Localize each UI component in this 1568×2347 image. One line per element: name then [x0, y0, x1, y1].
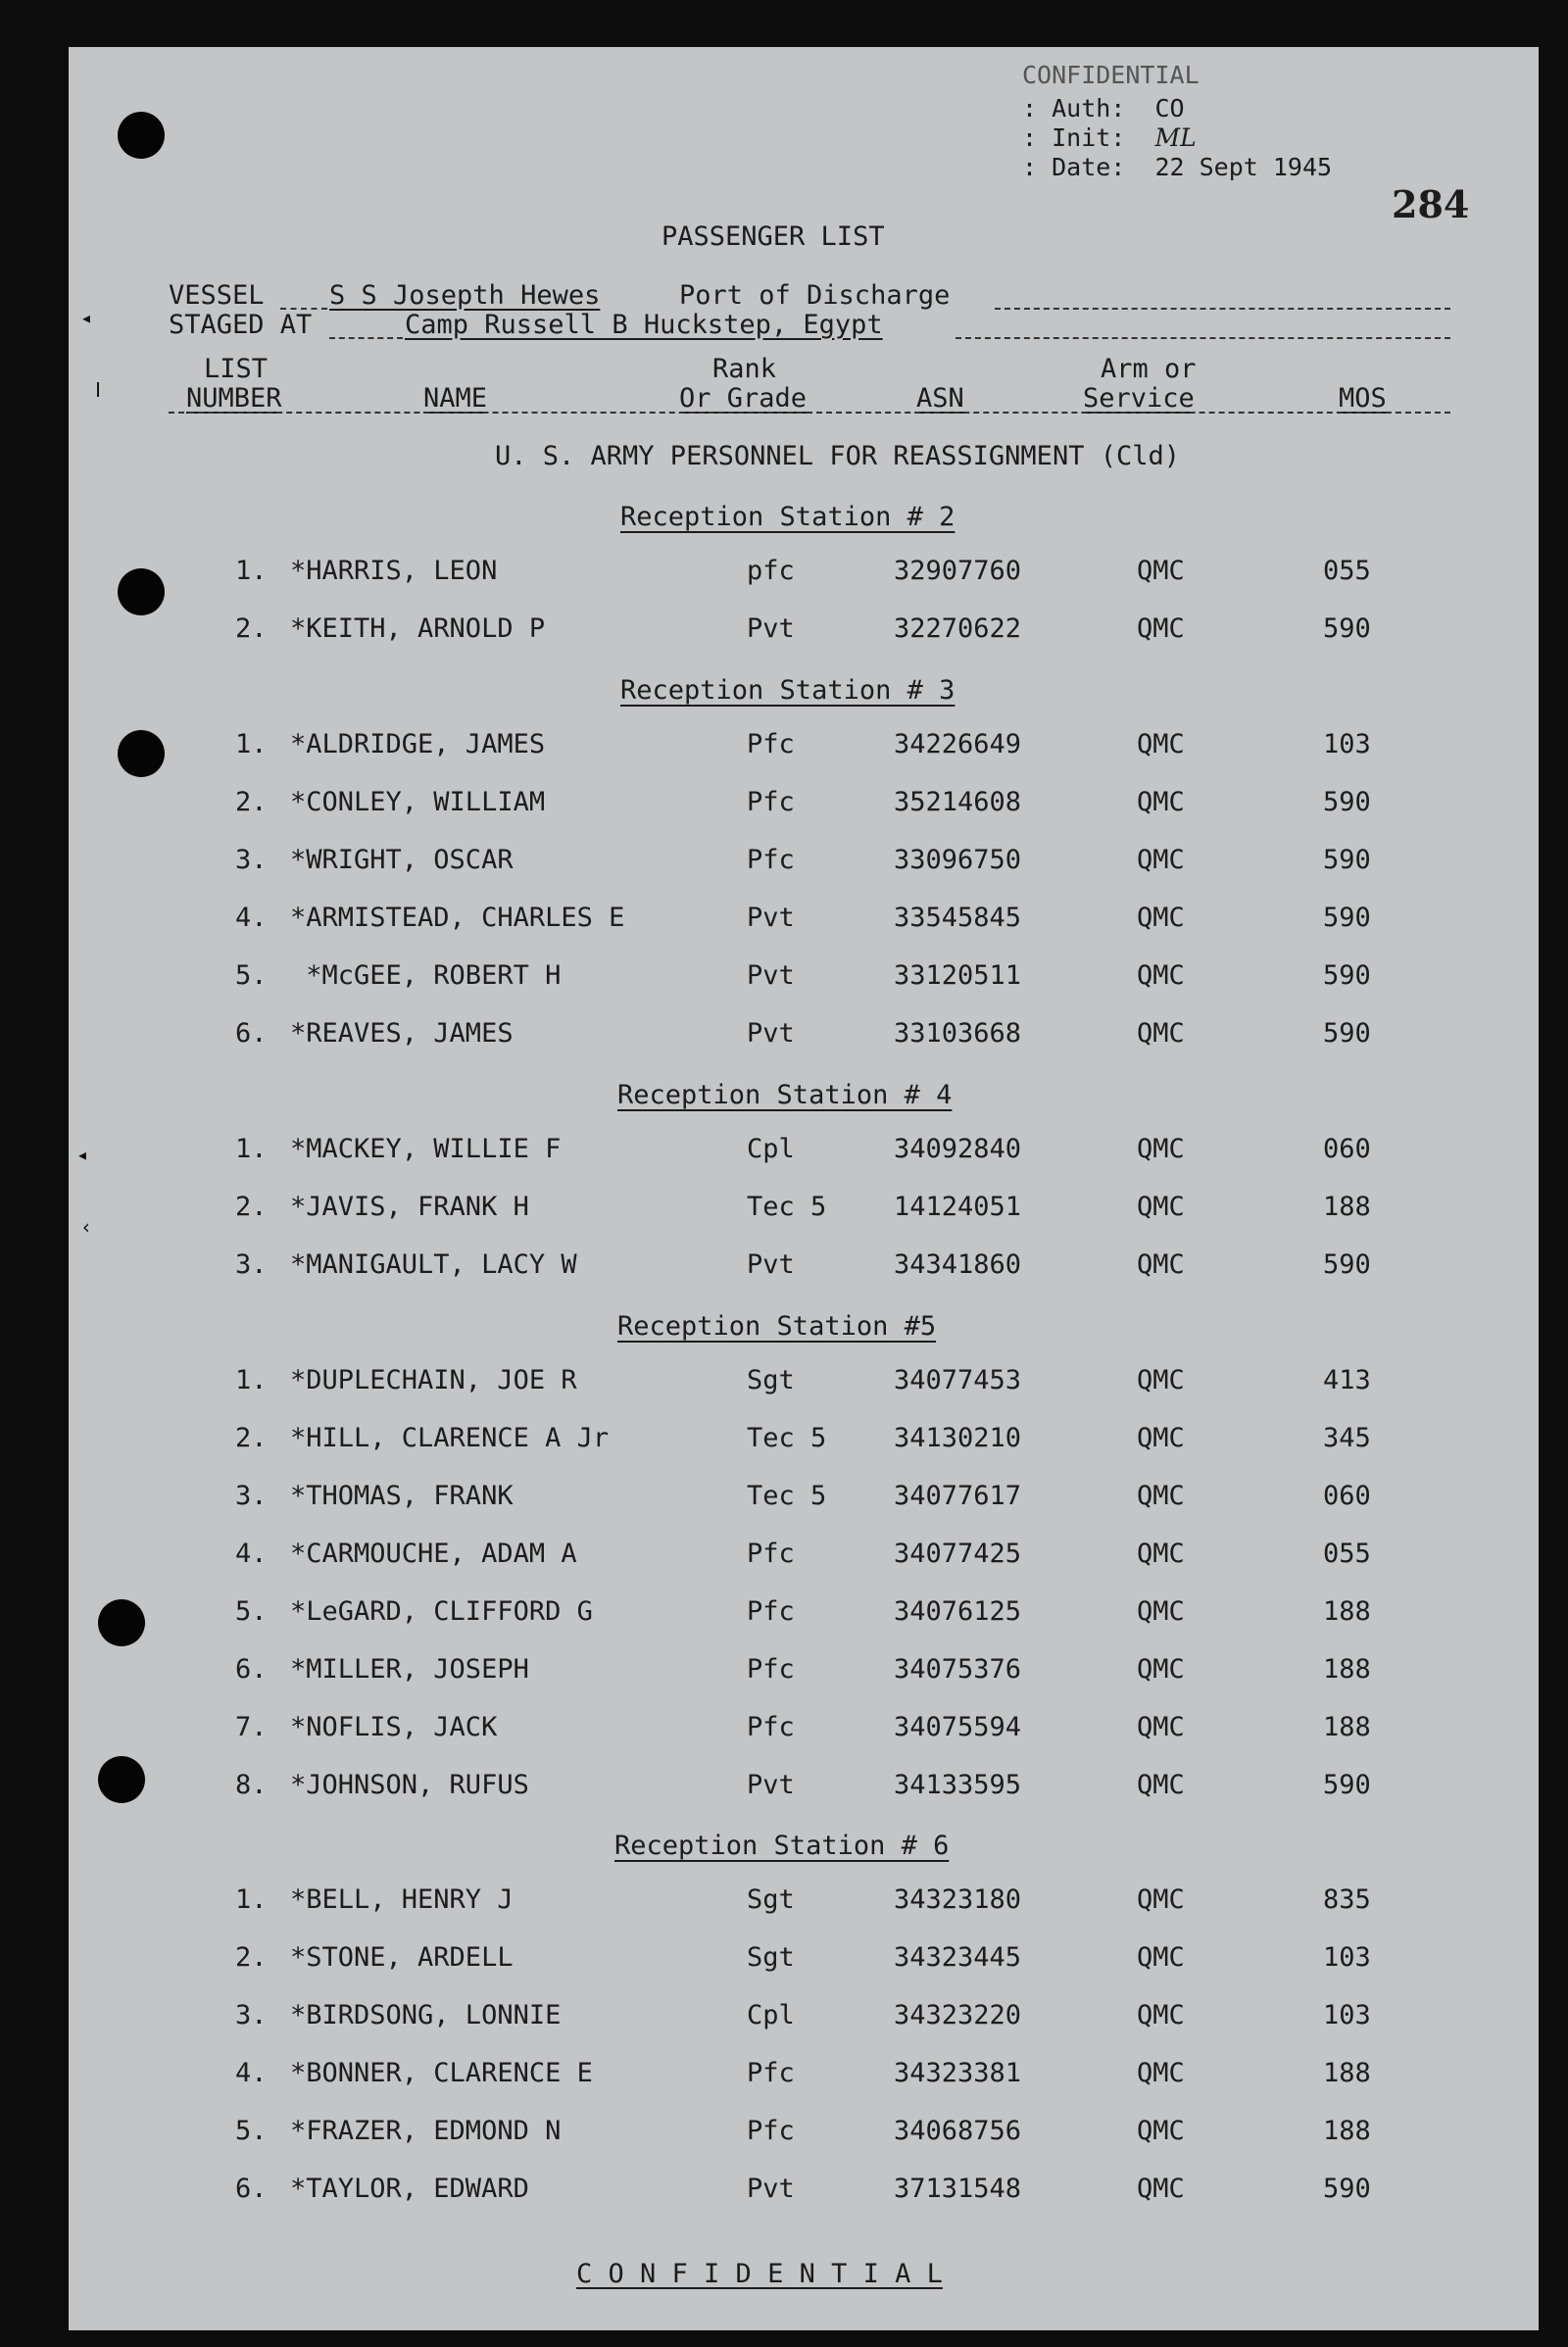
punch-hole: [118, 568, 165, 615]
rank-cell: Sgt: [747, 1365, 795, 1395]
mos-cell: 188: [1323, 1596, 1371, 1627]
name-cell: *THOMAS, FRANK: [290, 1481, 514, 1511]
asn-cell: 34323445: [894, 1942, 1022, 1973]
arm-cell: QMC: [1137, 1018, 1185, 1049]
name-cell: *LeGARD, CLIFFORD G: [290, 1596, 593, 1627]
name-cell: *ARMISTEAD, CHARLES E: [290, 903, 625, 933]
list-number-cell: 4.: [235, 2058, 268, 2088]
vessel-value: S S Josepth Hewes: [329, 280, 601, 311]
mos-cell: 590: [1323, 2174, 1371, 2204]
asn-cell: 34092840: [894, 1134, 1022, 1164]
name-cell: *CARMOUCHE, ADAM A: [290, 1539, 577, 1569]
arm-cell: QMC: [1137, 1596, 1185, 1627]
asn-cell: 34075594: [894, 1712, 1022, 1742]
stamp-auth-label: : Auth:: [1022, 94, 1126, 122]
rank-cell: Pfc: [747, 1654, 795, 1685]
asn-cell: 34077453: [894, 1365, 1022, 1395]
name-cell: *HARRIS, LEON: [290, 556, 498, 586]
list-number-cell: 2.: [235, 787, 268, 817]
name-cell: *STONE, ARDELL: [290, 1942, 514, 1973]
mos-cell: 413: [1323, 1365, 1371, 1395]
asn-cell: 34226649: [894, 729, 1022, 759]
staged-label: STAGED AT: [169, 310, 313, 340]
arm-cell: QMC: [1137, 556, 1185, 586]
asn-cell: 32270622: [894, 613, 1022, 644]
arm-cell: QMC: [1137, 787, 1185, 817]
arm-cell: QMC: [1137, 1942, 1185, 1973]
list-number-cell: 1.: [235, 1365, 268, 1395]
list-number-cell: 3.: [235, 845, 268, 875]
list-number-cell: 6.: [235, 1018, 268, 1049]
stamp-auth-value: CO: [1154, 94, 1185, 122]
list-number-cell: 5.: [235, 960, 268, 991]
margin-mark: ◂: [80, 306, 93, 329]
asn-cell: 33103668: [894, 1018, 1022, 1049]
list-number-cell: 1.: [235, 1884, 268, 1915]
mos-cell: 060: [1323, 1134, 1371, 1164]
rank-cell: Pfc: [747, 2058, 795, 2088]
name-cell: *REAVES, JAMES: [290, 1018, 514, 1049]
col-arm: Arm or: [1101, 354, 1197, 384]
rank-cell: Tec 5: [747, 1423, 827, 1453]
rank-cell: Pfc: [747, 1712, 795, 1742]
arm-cell: QMC: [1137, 845, 1185, 875]
name-cell: *NOFLIS, JACK: [290, 1712, 498, 1742]
asn-cell: 34323220: [894, 2000, 1022, 2030]
col-asn: ASN: [916, 383, 964, 414]
asn-cell: 32907760: [894, 556, 1022, 586]
asn-cell: 34076125: [894, 1596, 1022, 1627]
arm-cell: QMC: [1137, 1654, 1185, 1685]
mos-cell: 188: [1323, 2116, 1371, 2146]
asn-cell: 33120511: [894, 960, 1022, 991]
punch-hole: [118, 730, 165, 777]
mos-cell: 103: [1323, 1942, 1371, 1973]
arm-cell: QMC: [1137, 1770, 1185, 1800]
asn-cell: 34323381: [894, 2058, 1022, 2088]
col-rank: Rank: [712, 354, 777, 384]
station-heading: Reception Station #5: [617, 1311, 937, 1342]
rank-cell: Pvt: [747, 1770, 795, 1800]
staged-blank-line-right: [956, 337, 1450, 339]
rank-cell: Tec 5: [747, 1192, 827, 1222]
arm-cell: QMC: [1137, 2058, 1185, 2088]
arm-cell: QMC: [1137, 2174, 1185, 2204]
asn-cell: 33096750: [894, 845, 1022, 875]
asn-cell: 34323180: [894, 1884, 1022, 1915]
list-number-cell: 6.: [235, 2174, 268, 2204]
rank-cell: Sgt: [747, 1884, 795, 1915]
arm-cell: QMC: [1137, 1134, 1185, 1164]
name-cell: *FRAZER, EDMOND N: [290, 2116, 562, 2146]
asn-cell: 37131548: [894, 2174, 1022, 2204]
asn-cell: 34068756: [894, 2116, 1022, 2146]
staged-value: Camp Russell B Huckstep, Egypt: [405, 310, 883, 340]
col-name: NAME: [423, 383, 488, 414]
list-number-cell: 2.: [235, 1423, 268, 1453]
list-number-cell: 3.: [235, 1249, 268, 1280]
asn-cell: 34075376: [894, 1654, 1022, 1685]
arm-cell: QMC: [1137, 1249, 1185, 1280]
arm-cell: QMC: [1137, 1884, 1185, 1915]
station-heading: Reception Station # 4: [617, 1080, 953, 1110]
margin-mark: ◂: [76, 1143, 89, 1166]
rank-cell: Cpl: [747, 1134, 795, 1164]
rank-cell: Cpl: [747, 2000, 795, 2030]
name-cell: *JAVIS, FRANK H: [290, 1192, 529, 1222]
col-rank-2: Or Grade: [679, 383, 808, 414]
name-cell: *DUPLECHAIN, JOE R: [290, 1365, 577, 1395]
list-number-cell: 8.: [235, 1770, 268, 1800]
rank-cell: Pfc: [747, 2116, 795, 2146]
asn-cell: 34341860: [894, 1249, 1022, 1280]
asn-cell: 34133595: [894, 1770, 1022, 1800]
list-number-cell: 3.: [235, 2000, 268, 2030]
stamp-heading: CONFIDENTIAL: [1022, 61, 1200, 89]
staged-blank-line-left: [329, 337, 403, 339]
margin-mark: ǀ: [92, 378, 105, 402]
list-number-cell: 1.: [235, 729, 268, 759]
asn-cell: 34077425: [894, 1539, 1022, 1569]
rank-cell: Pvt: [747, 1249, 795, 1280]
rank-cell: Pfc: [747, 787, 795, 817]
list-number-cell: 4.: [235, 1539, 268, 1569]
rank-cell: Pfc: [747, 1596, 795, 1627]
rank-cell: Pvt: [747, 960, 795, 991]
col-list-number-2: NUMBER: [186, 383, 282, 414]
station-heading: Reception Station # 3: [620, 675, 956, 706]
mos-cell: 055: [1323, 1539, 1371, 1569]
name-cell: *McGEE, ROBERT H: [290, 960, 562, 991]
list-number-cell: 2.: [235, 1192, 268, 1222]
punch-hole: [118, 112, 165, 159]
mos-cell: 590: [1323, 613, 1371, 644]
mos-cell: 055: [1323, 556, 1371, 586]
name-cell: *BIRDSONG, LONNIE: [290, 2000, 562, 2030]
vessel-label: VESSEL: [169, 280, 265, 311]
rank-cell: Pfc: [747, 729, 795, 759]
footer-classification: C O N F I D E N T I A L: [576, 2259, 943, 2289]
name-cell: *CONLEY, WILLIAM: [290, 787, 546, 817]
punch-hole: [98, 1599, 145, 1646]
rank-cell: Pvt: [747, 1018, 795, 1049]
asn-cell: 34077617: [894, 1481, 1022, 1511]
header-rule: [169, 412, 1450, 414]
mos-cell: 188: [1323, 1712, 1371, 1742]
list-number-cell: 2.: [235, 613, 268, 644]
margin-mark: ‹: [80, 1215, 93, 1239]
col-arm-2: Service: [1083, 383, 1195, 414]
punch-hole: [98, 1756, 145, 1803]
list-number-cell: 3.: [235, 1481, 268, 1511]
arm-cell: QMC: [1137, 1423, 1185, 1453]
mos-cell: 590: [1323, 845, 1371, 875]
mos-cell: 188: [1323, 1192, 1371, 1222]
list-number-cell: 5.: [235, 1596, 268, 1627]
stamp-init-value: ML: [1154, 123, 1197, 152]
port-label: Port of Discharge: [679, 280, 951, 311]
name-cell: *WRIGHT, OSCAR: [290, 845, 514, 875]
arm-cell: QMC: [1137, 2116, 1185, 2146]
stamp-date-value: 22 Sept 1945: [1154, 153, 1333, 181]
arm-cell: QMC: [1137, 613, 1185, 644]
mos-cell: 590: [1323, 787, 1371, 817]
mos-cell: 060: [1323, 1481, 1371, 1511]
stamp-init-label: : Init:: [1022, 123, 1126, 152]
name-cell: *MANIGAULT, LACY W: [290, 1249, 577, 1280]
name-cell: *BONNER, CLARENCE E: [290, 2058, 593, 2088]
list-number-cell: 5.: [235, 2116, 268, 2146]
name-cell: *HILL, CLARENCE A Jr: [290, 1423, 610, 1453]
asn-cell: 14124051: [894, 1192, 1022, 1222]
page-number: 284: [1392, 182, 1470, 226]
rank-cell: Tec 5: [747, 1481, 827, 1511]
list-number-cell: 6.: [235, 1654, 268, 1685]
mos-cell: 188: [1323, 1654, 1371, 1685]
mos-cell: 103: [1323, 2000, 1371, 2030]
asn-cell: 35214608: [894, 787, 1022, 817]
name-cell: *TAYLOR, EDWARD: [290, 2174, 529, 2204]
mos-cell: 590: [1323, 903, 1371, 933]
arm-cell: QMC: [1137, 1481, 1185, 1511]
list-number-cell: 1.: [235, 1134, 268, 1164]
rank-cell: Pfc: [747, 845, 795, 875]
list-number-cell: 2.: [235, 1942, 268, 1973]
arm-cell: QMC: [1137, 960, 1185, 991]
name-cell: *JOHNSON, RUFUS: [290, 1770, 529, 1800]
mos-cell: 590: [1323, 1770, 1371, 1800]
section-subtitle: U. S. ARMY PERSONNEL FOR REASSIGNMENT (Cld): [495, 441, 1180, 471]
mos-cell: 835: [1323, 1884, 1371, 1915]
rank-cell: pfc: [747, 556, 795, 586]
arm-cell: QMC: [1137, 1192, 1185, 1222]
arm-cell: QMC: [1137, 729, 1185, 759]
rank-cell: Pfc: [747, 1539, 795, 1569]
list-number-cell: 7.: [235, 1712, 268, 1742]
rank-cell: Pvt: [747, 903, 795, 933]
list-number-cell: 4.: [235, 903, 268, 933]
arm-cell: QMC: [1137, 1365, 1185, 1395]
col-mos: MOS: [1339, 383, 1387, 414]
stamp-date-label: : Date:: [1022, 153, 1126, 181]
name-cell: *BELL, HENRY J: [290, 1884, 514, 1915]
name-cell: *ALDRIDGE, JAMES: [290, 729, 546, 759]
mos-cell: 345: [1323, 1423, 1371, 1453]
mos-cell: 590: [1323, 1249, 1371, 1280]
rank-cell: Pvt: [747, 613, 795, 644]
list-number-cell: 1.: [235, 556, 268, 586]
mos-cell: 590: [1323, 960, 1371, 991]
name-cell: *MACKEY, WILLIE F: [290, 1134, 562, 1164]
mos-cell: 103: [1323, 729, 1371, 759]
port-blank-line: [995, 308, 1450, 310]
arm-cell: QMC: [1137, 903, 1185, 933]
mos-cell: 188: [1323, 2058, 1371, 2088]
arm-cell: QMC: [1137, 1539, 1185, 1569]
name-cell: *KEITH, ARNOLD P: [290, 613, 546, 644]
rank-cell: Pvt: [747, 2174, 795, 2204]
arm-cell: QMC: [1137, 1712, 1185, 1742]
col-list-number: LIST: [204, 354, 269, 384]
asn-cell: 33545845: [894, 903, 1022, 933]
page-title: PASSENGER LIST: [662, 221, 885, 252]
rank-cell: Sgt: [747, 1942, 795, 1973]
asn-cell: 34130210: [894, 1423, 1022, 1453]
station-heading: Reception Station # 6: [614, 1831, 950, 1861]
arm-cell: QMC: [1137, 2000, 1185, 2030]
station-heading: Reception Station # 2: [620, 502, 956, 532]
mos-cell: 590: [1323, 1018, 1371, 1049]
name-cell: *MILLER, JOSEPH: [290, 1654, 529, 1685]
